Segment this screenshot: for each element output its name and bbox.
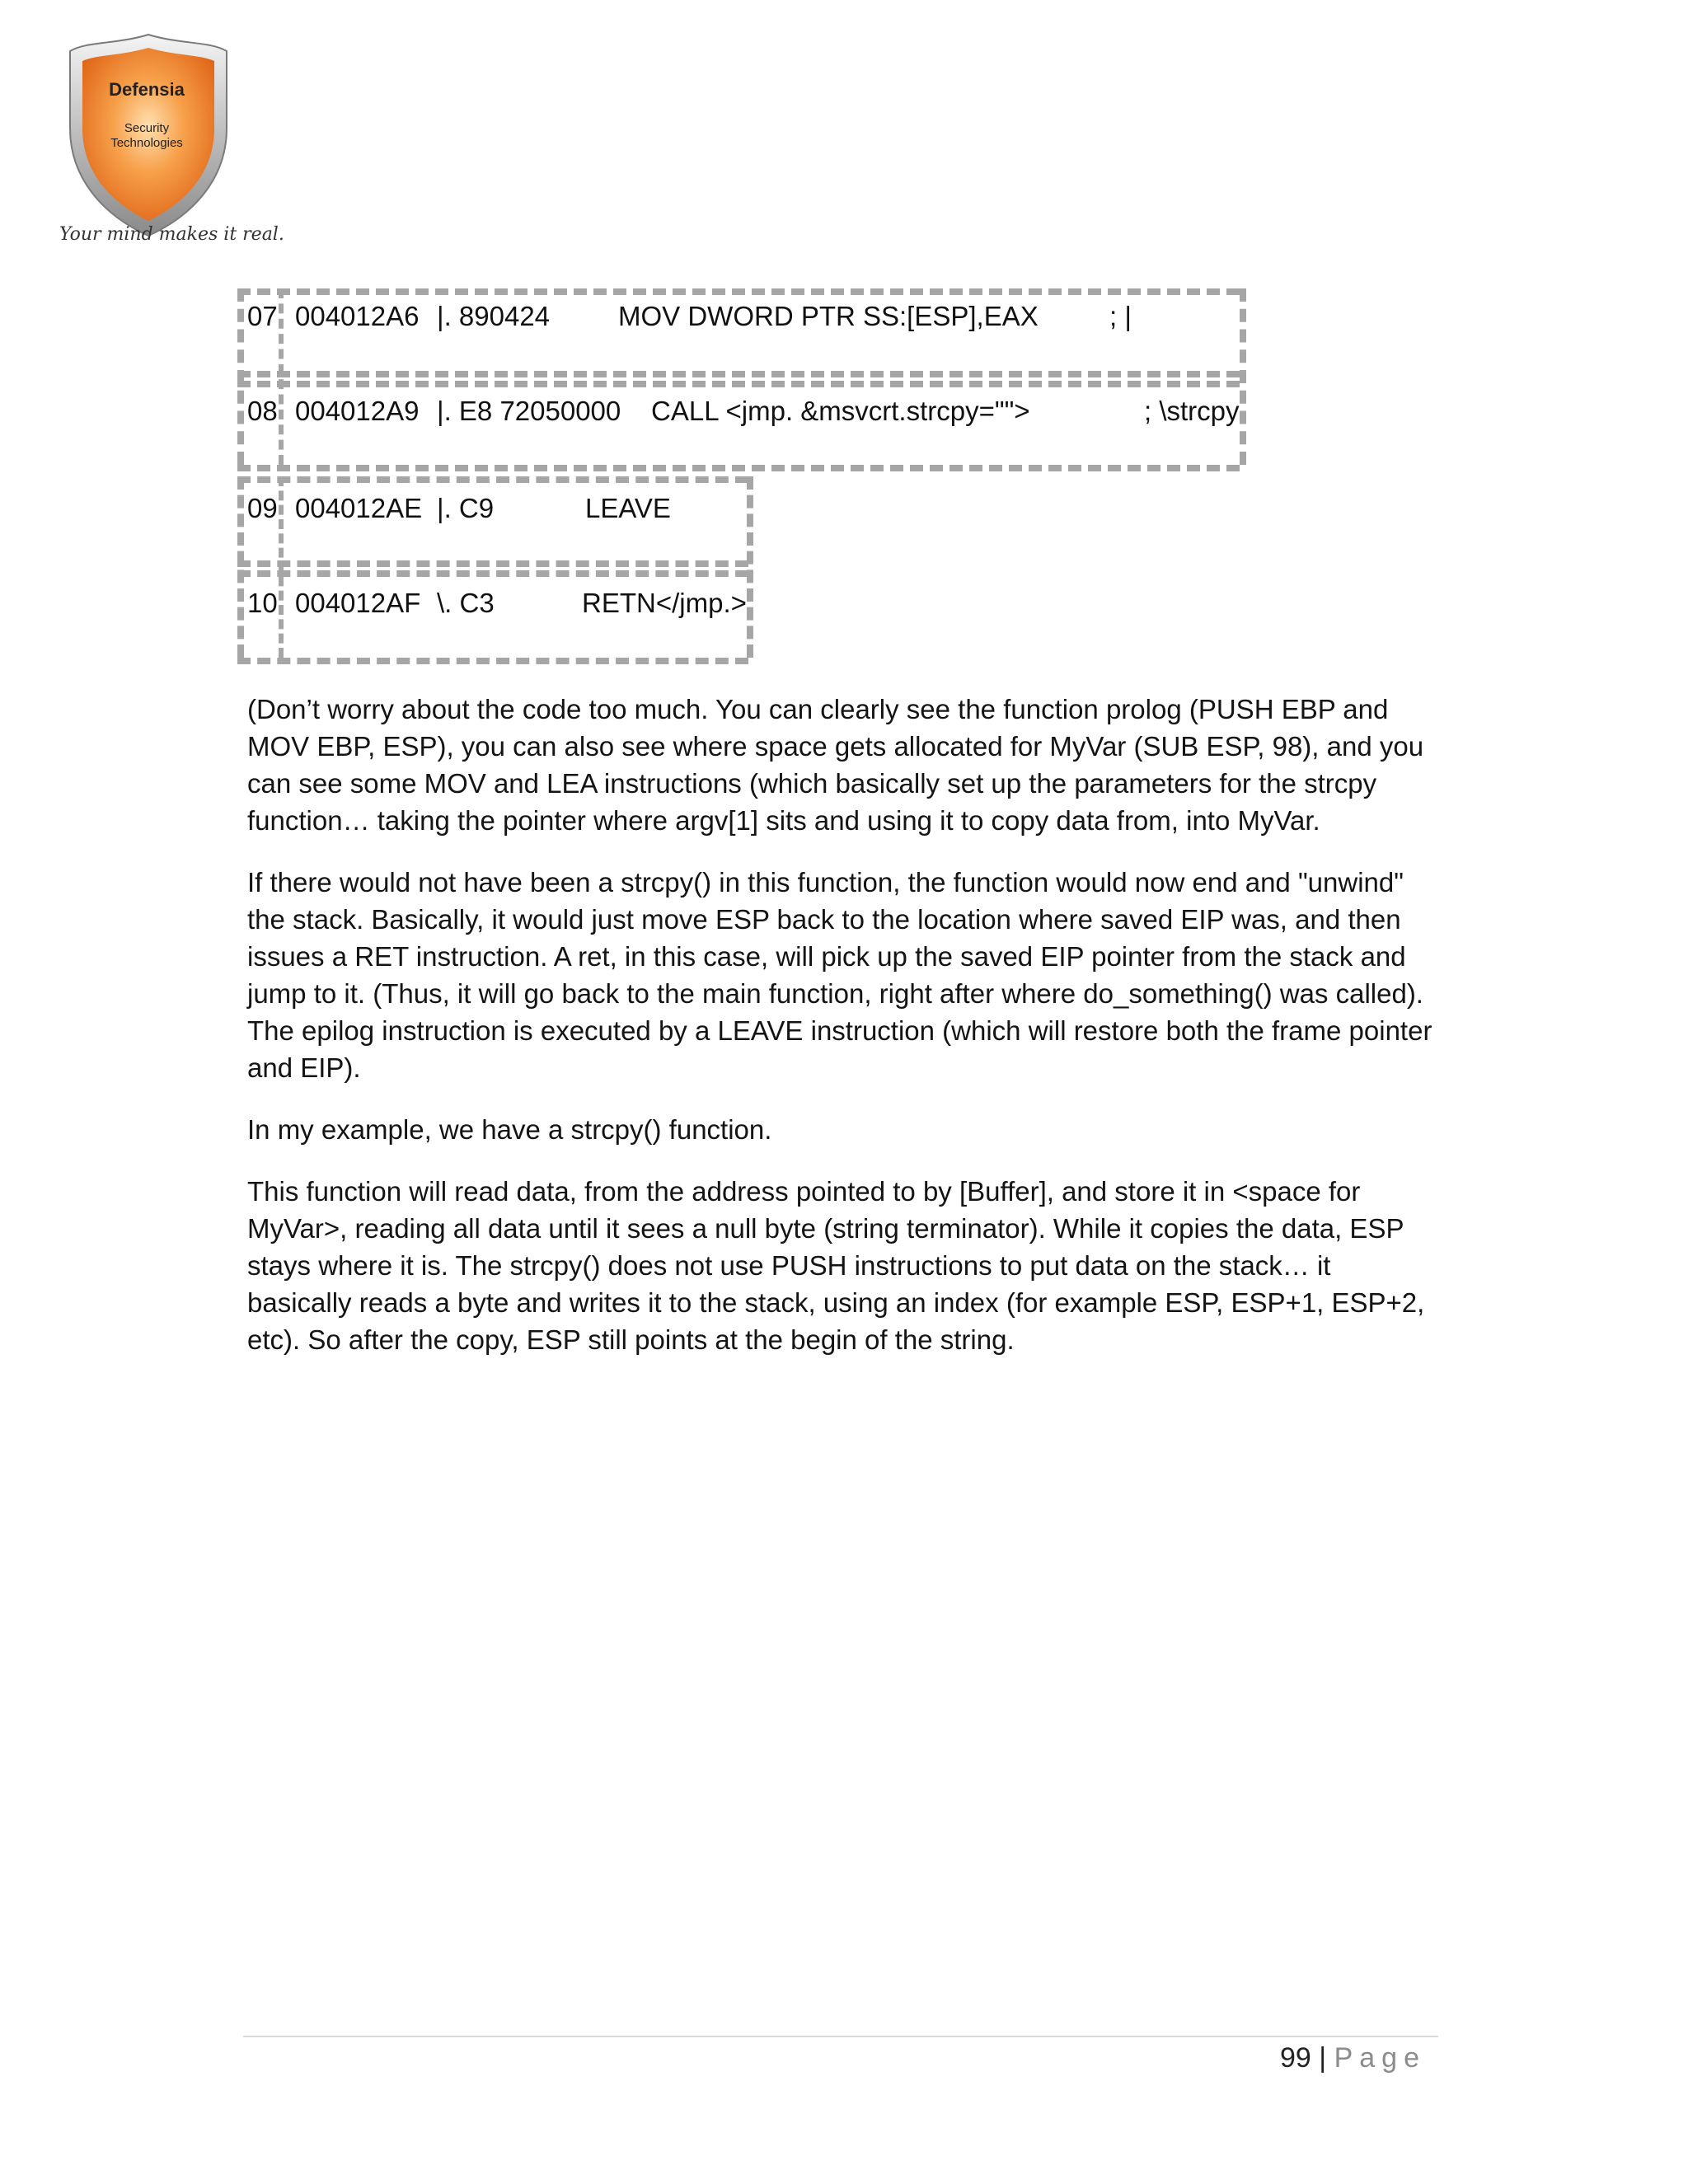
dash-frame: [237, 570, 748, 577]
dash-frame: [237, 476, 748, 483]
dash-frame: [237, 560, 748, 567]
dash-frame: [237, 288, 244, 465]
line-instruction: LEAVE: [585, 493, 671, 523]
line-address: 004012A9: [295, 396, 420, 426]
page-number: [1280, 2042, 1426, 2074]
logo-sub1: Security: [124, 121, 170, 135]
paragraph: (Don’t worry about the code too much. You can clearly see the function prolog (PUSH EBP and MOV EBP, ESP), you can also see where space gets allocated for MyVar (SUB ESP, 98), and you can see some MOV and LEA instructions (which basically set up the parameters for the strcpy function… taking the pointer where argv[1] sits and using it to copy data from, into MyVar.: [247, 694, 1424, 836]
logo-sub2: Technologies: [110, 136, 183, 150]
paragraph: In my example, we have a strcpy() function.: [247, 1114, 772, 1145]
footer-divider: [243, 2036, 1438, 2037]
line-address: 004012A6: [295, 301, 420, 331]
dash-frame: [747, 476, 753, 658]
dash-frame: [1240, 288, 1246, 465]
dash-frame: [237, 476, 244, 658]
page-separator: |: [1319, 2042, 1327, 2074]
line-instruction: MOV DWORD PTR SS:[ESP],EAX: [618, 301, 1039, 331]
dash-frame: [279, 476, 284, 658]
logo-brand: Defensia: [109, 79, 185, 100]
body-text: [247, 691, 1434, 1383]
line-bytes: |. 890424: [437, 301, 551, 331]
dash-frame: [237, 465, 1240, 471]
dash-frame: [237, 288, 1240, 295]
line-instruction: RETN</jmp.>: [582, 588, 747, 618]
line-instruction: CALL <jmp. &msvcrt.strcpy="">: [651, 396, 1030, 426]
page-label: Page: [1334, 2042, 1426, 2074]
logo-tagline: Your mind makes it real.: [59, 224, 284, 245]
line-address: 004012AF: [295, 588, 421, 618]
page-number-value: 99: [1280, 2042, 1311, 2074]
line-bytes: \. C3: [437, 588, 495, 618]
line-comment: ; |: [1109, 301, 1132, 331]
dash-frame: [237, 381, 1240, 387]
line-comment: ; \strcpy: [1144, 396, 1240, 426]
dash-frame: [237, 371, 1240, 377]
line-number: 10: [247, 588, 278, 618]
line-address: 004012AE: [295, 493, 423, 523]
line-number: 08: [247, 396, 278, 426]
dash-frame: [237, 658, 748, 664]
paragraph: This function will read data, from the address pointed to by [Buffer], and store it in <space for MyVar>, reading all data until it sees a null byte (string terminator). While it copies the data, ESP stays where it is. The strcpy() does not use PUSH instructions to put data on the stack… it basically reads a byte and writes it to the stack, using an index (for example ESP, ESP+1, ESP+2, etc). So after the copy, ESP still points at the begin of the string.: [247, 1176, 1425, 1355]
line-number: 07: [247, 301, 278, 331]
line-number: 09: [247, 493, 278, 523]
line-bytes: |. E8 72050000: [437, 396, 621, 426]
line-bytes: |. C9: [437, 493, 495, 523]
paragraph: If there would not have been a strcpy() in this function, the function would now end and "unwind" the stack. Basically, it would just move ESP back to the location where saved EIP was, and then issues a RET instruction. A ret, in this case, will pick up the saved EIP pointer from the stack and jump to it. (Thus, it will go back to the main function, right after where do_something() was called). The epilog instruction is executed by a LEAVE instruction (which will restore both the frame pointer and EIP).: [247, 867, 1432, 1083]
dash-frame: [279, 288, 284, 465]
